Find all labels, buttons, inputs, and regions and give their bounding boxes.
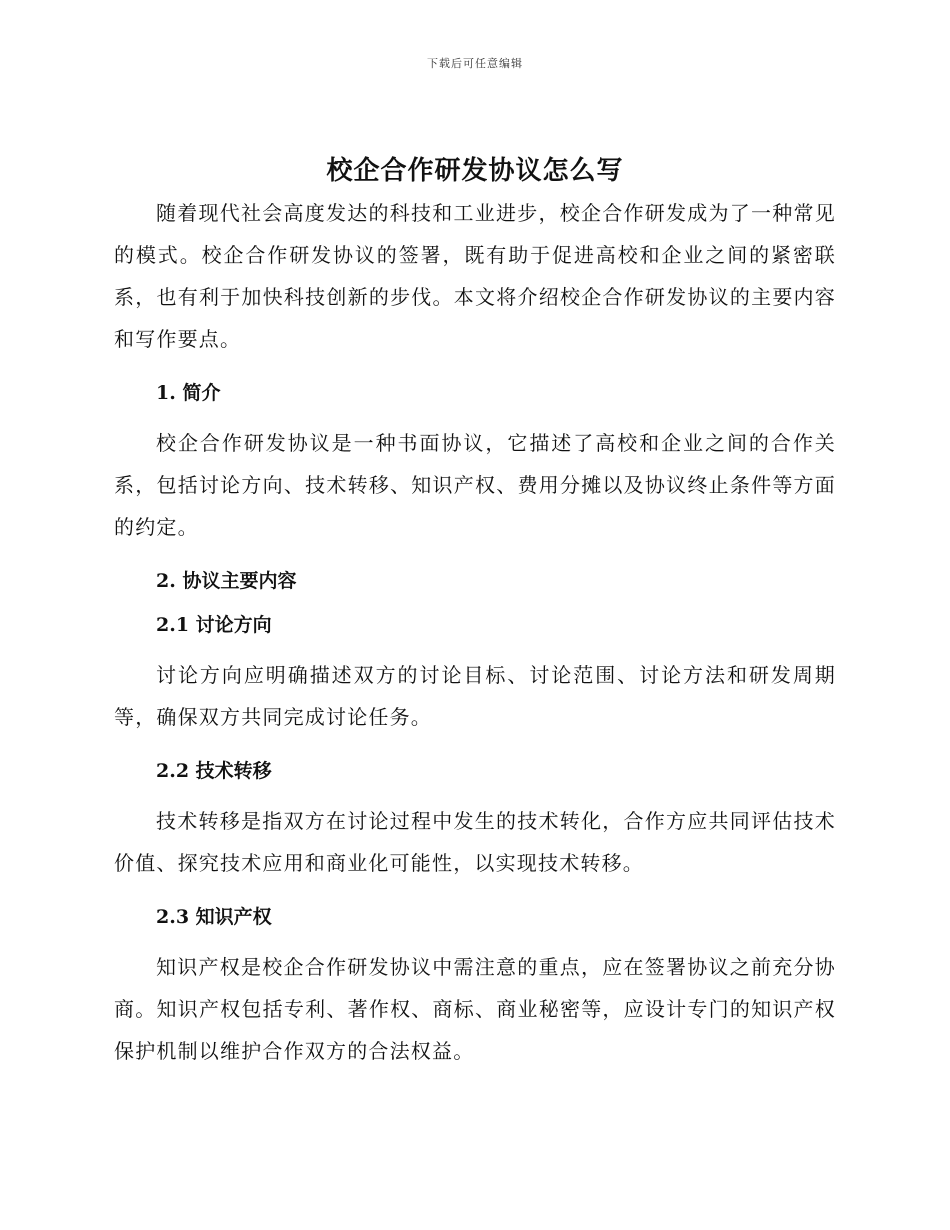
section-body-discussion-direction: 讨论方向应明确描述双方的讨论目标、讨论范围、讨论方法和研发周期等，确保双方共同完成讨论任务。 bbox=[114, 663, 836, 729]
header-note: 下载后可任意编辑 bbox=[427, 57, 523, 70]
section-body-intro: 校企合作研发协议是一种书面协议，它描述了高校和企业之间的合作关系，包括讨论方向、技术转移、知识产权、费用分摊以及协议终止条件等方面的约定。 bbox=[114, 431, 836, 539]
section-heading-intro: 1. 简介 bbox=[156, 382, 221, 404]
section-body-ip: 知识产权是校企合作研发协议中需注意的重点，应在签署协议之前充分协商。知识产权包括专利、著作权、商标、商业秘密等，应设计专门的知识产权保护机制以维护合作双方的合法权益。 bbox=[114, 955, 836, 1063]
document-title: 校企合作研发协议怎么写 bbox=[326, 156, 624, 186]
section-heading-main-content: 2. 协议主要内容 bbox=[156, 570, 297, 592]
section-heading-discussion-direction: 2.1 讨论方向 bbox=[156, 614, 272, 636]
document-body bbox=[114, 192, 836, 1072]
section-heading-ip: 2.3 知识产权 bbox=[156, 906, 272, 928]
intro-paragraph: 随着现代社会高度发达的科技和工业进步，校企合作研发成为了一种常见的模式。校企合作研发协议的签署，既有助于促进高校和企业之间的紧密联系，也有利于加快科技创新的步伐。本文将介绍校企合作研发协议的主要内容和写作要点。 bbox=[114, 201, 836, 351]
section-body-tech-transfer: 技术转移是指双方在讨论过程中发生的技术转化，合作方应共同评估技术价值、探究技术应用和商业化可能性，以实现技术转移。 bbox=[114, 809, 836, 875]
section-heading-tech-transfer: 2.2 技术转移 bbox=[156, 760, 272, 782]
